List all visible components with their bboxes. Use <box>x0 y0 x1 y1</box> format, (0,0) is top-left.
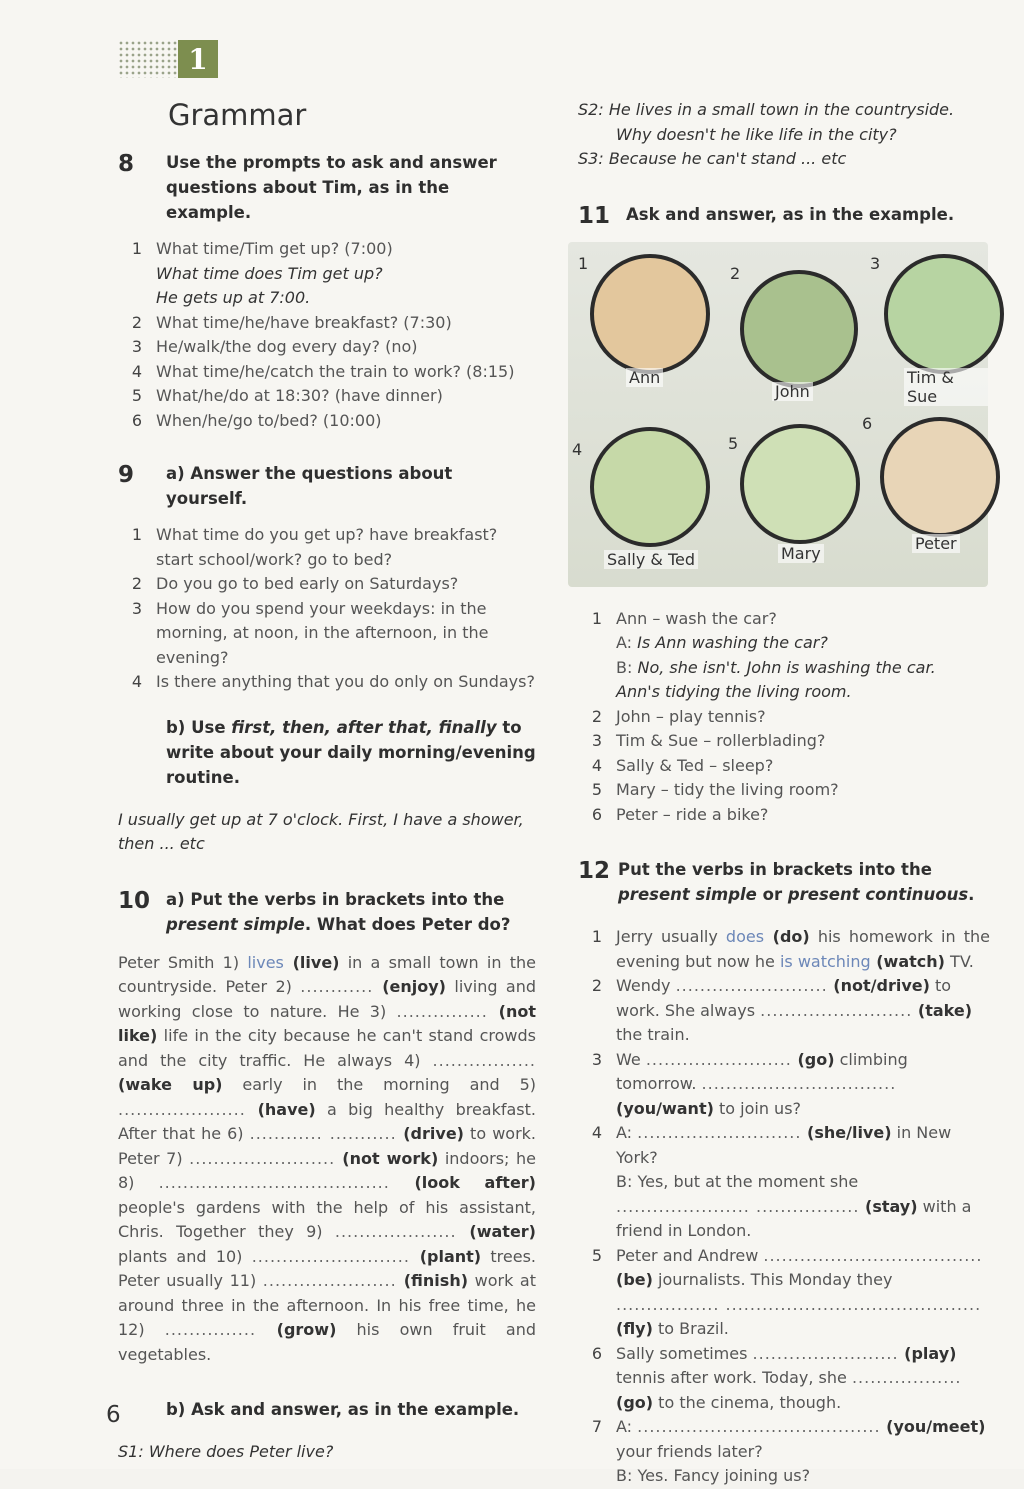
list-item: 5 Mary – tidy the living room? <box>591 780 839 799</box>
gap: ......................... <box>675 976 828 995</box>
list-item: 4 What time/he/catch the train to work? (8:15) <box>131 361 515 381</box>
exercise-instruction-b: b) Use first, then, after that, finally to write about your daily morning/evening routine. <box>166 717 536 787</box>
dialogue-s1: S1: Where does Peter live? <box>118 1442 334 1461</box>
list-item: 3 Tim & Sue – rollerblading? <box>591 731 826 750</box>
dialogue-s2-cont: Why doesn't he like life in the city? <box>616 124 897 144</box>
example-answer-cont: Ann's tidying the living room. <box>616 682 852 701</box>
unit-number: 1 <box>178 40 218 78</box>
dot-pattern-icon <box>118 40 178 78</box>
exercise-8 <box>118 150 536 433</box>
gap: .................................... <box>763 1245 983 1265</box>
answer-text: does <box>725 927 765 946</box>
list-item: 6 When/he/go to/bed? (10:00) <box>131 410 382 430</box>
list-item: 6 Peter – ride a bike? <box>591 804 769 824</box>
dialogue-s3: S3: Because he can't stand ... etc <box>578 149 847 168</box>
exercise-instruction: Ask and answer, as in the example. <box>626 204 955 224</box>
left-column <box>118 150 536 1465</box>
exercise-instruction: Put the verbs in brackets into the present simple or present continuous. <box>618 860 975 904</box>
gap: ........................................ <box>637 1417 881 1436</box>
gap: .................. <box>851 1368 962 1387</box>
gap: ......................... <box>760 1000 913 1020</box>
picture-number: 4 <box>572 439 583 459</box>
sally-ted-picture <box>590 427 710 547</box>
gap: .......................... <box>251 1246 410 1266</box>
list-item: 6 Sally sometimes ........................ (play) tennis after work. Today, she .................. (go) to the cinema, though. <box>591 1343 962 1412</box>
picture-label: Peter <box>912 534 960 553</box>
gap: ................................ <box>701 1074 897 1093</box>
illustration <box>568 242 988 587</box>
dialogue-continued <box>578 98 990 172</box>
exercise-12 <box>578 857 990 1489</box>
peter-picture <box>880 417 1000 537</box>
mary-picture <box>740 424 860 544</box>
gap: ................. <box>432 1050 536 1070</box>
sentence-list <box>578 925 990 1489</box>
list-item: 4 Sally & Ted – sleep? <box>591 755 774 775</box>
list-item: 4 Is there anything that you do only on Sundays? <box>131 672 535 691</box>
list-item: 2 Do you go to bed early on Saturdays? <box>131 574 459 593</box>
exercise-number: 12 <box>578 858 611 884</box>
page-number: 6 <box>106 1402 121 1428</box>
example-answer: No, she isn't. John is washing the car. <box>637 657 936 677</box>
exercise-instruction-a: a) Put the verbs in brackets into the present simple. What does Peter do? <box>166 889 511 934</box>
gap: ...................... ................. <box>616 1196 860 1216</box>
ann-picture <box>590 254 710 374</box>
prompt-list <box>118 237 536 433</box>
list-item: 5 Peter and Andrew .................................... (be) journalists. This Monday they ................. .......................................... (fly) to Brazil. <box>591 1245 983 1338</box>
gap: ...................................... <box>158 1173 390 1192</box>
peter-passage: Peter Smith 1) lives (live) in a small town in the countryside. Peter 2) ............ (enjoy) living and working close to nature. He 3) ............... (not like) life in the city because he can't stand crowds and the city traffic. He always 4) ................. (wake up) early in the morning and 5) ..................... (have) a big healthy breakfast. After that he 6) ............ ........... (drive) to work. Peter 7) ........................ (not work) indoors; he 8) ...................................... (look after) people's gardens with the help of his assistant, Chris. Together they 9) .................... (water) plants and 10) .......................... (plant) trees. Peter usually 11) ...................... (finish) work at around three in the afternoon. In his free time, he 12) ............... (grow) his own fruit and vegetables. <box>118 952 537 1364</box>
picture-number: 5 <box>728 433 739 453</box>
exercise-11 <box>572 202 990 828</box>
page-title: Grammar <box>168 98 307 132</box>
list-item: 3 How do you spend your weekdays: in the morning, at noon, in the afternoon, in the evening? <box>131 598 489 667</box>
list-item: 3 He/walk/the dog every day? (no) <box>131 337 418 356</box>
list-item: 3 We ........................ (go) climbing tomorrow. ................................ (you/want) to join us? <box>591 1049 908 1118</box>
gap: ........................ <box>752 1343 899 1363</box>
list-item: 2 What time/he/have breakfast? (7:30) <box>131 312 452 332</box>
list-item: 2 John – play tennis? <box>591 706 766 726</box>
gap: ............ <box>300 977 374 996</box>
exercise-number: 8 <box>118 151 135 177</box>
exercise-instruction: Use the prompts to ask and answer questions about Tim, as in the example. <box>166 153 497 222</box>
gap: ..................... <box>118 1099 246 1119</box>
example-answer: He gets up at 7:00. <box>156 288 311 307</box>
picture-number: 2 <box>730 263 741 283</box>
example-question: Is Ann washing the car? <box>637 633 828 652</box>
dialogue-s2: S2: He lives in a small town in the countryside. <box>578 100 955 119</box>
exercise-instruction-a: a) Answer the questions about yourself. <box>166 464 453 508</box>
answer-text: is watching <box>779 951 871 971</box>
picture-number: 1 <box>578 253 589 273</box>
exercise-instruction-b: b) Ask and answer, as in the example. <box>166 1400 520 1419</box>
gap: ............... <box>164 1320 257 1339</box>
list-item: 1 Jerry usually does (do) his homework in the evening but now he is watching (watch) TV. <box>591 927 991 971</box>
list-item: 4 A: ........................... (she/live) in New York? B: Yes, but at the moment she ...................... ................. (stay) with a friend in London. <box>591 1123 972 1240</box>
picture-label: Tim & Sue <box>904 368 988 406</box>
unit-badge <box>118 40 218 78</box>
list-item: 7 A: ........................................ (you/meet) your friends later? B: Yes. Fancy joining us? <box>591 1417 986 1485</box>
exercise-9 <box>118 461 536 857</box>
picture-label: Ann <box>626 368 663 387</box>
exercise-number: 10 <box>118 887 151 914</box>
picture-number: 3 <box>870 253 881 273</box>
gap: ........................ <box>189 1148 336 1168</box>
list-item: 1 Ann – wash the car? A: Is Ann washing the car? B: No, she isn't. John is washing the car. Ann's tidying the living room. <box>591 608 936 701</box>
exercise-10 <box>118 887 536 1465</box>
gap: ............... <box>396 1001 488 1021</box>
gap: ............ ........... <box>249 1124 397 1143</box>
prompt-list <box>578 607 990 828</box>
picture-label: Sally & Ted <box>604 550 698 569</box>
gap: ................. .......................................... <box>616 1294 982 1314</box>
john-picture <box>740 270 858 388</box>
gap: ........................... <box>637 1123 802 1142</box>
exercise-number: 11 <box>578 202 611 229</box>
gap: .................... <box>334 1222 457 1241</box>
tim-sue-picture <box>884 254 1004 374</box>
example-question: What time does Tim get up? <box>156 263 383 283</box>
gap: ........................ <box>645 1049 792 1069</box>
list-item: 2 Wendy ......................... (not/drive) to work. She always ......................... (take) the train. <box>591 976 973 1044</box>
answer-text: lives <box>247 952 284 972</box>
list-item: 5 What/he/do at 18:30? (have dinner) <box>131 386 443 405</box>
list-item: 1 What time do you get up? have breakfast? start school/work? go to bed? <box>131 525 498 569</box>
gap: ...................... <box>262 1271 397 1290</box>
picture-label: Mary <box>778 544 824 563</box>
list-item: 1 What time/Tim get up? (7:00) What time does Tim get up? He gets up at 7:00. <box>131 239 393 307</box>
question-list <box>118 523 536 695</box>
picture-label: John <box>772 382 813 401</box>
exercise-number: 9 <box>118 462 135 488</box>
picture-number: 6 <box>862 413 873 433</box>
example-text: I usually get up at 7 o'clock. First, I have a shower, then ... etc <box>118 809 524 853</box>
right-column <box>572 98 991 1489</box>
